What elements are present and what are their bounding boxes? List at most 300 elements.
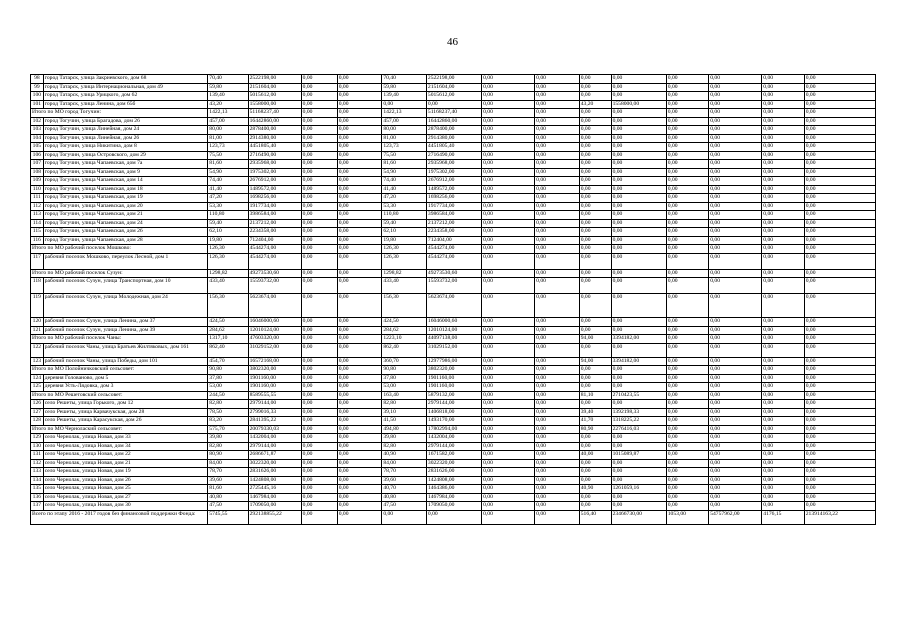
row-number: 111: [31, 194, 44, 203]
value-cell: 0,00: [482, 269, 535, 278]
value-cell: 1406818,00: [426, 408, 481, 417]
value-cell: 1975302,00: [426, 168, 481, 177]
value-cell: 0,00: [762, 442, 804, 451]
value-cell: 54,90: [208, 168, 248, 177]
row-number: 134: [31, 476, 44, 485]
value-cell: 39,60: [208, 476, 248, 485]
value-cell: 4451805,40: [426, 143, 481, 152]
value-cell: 74,40: [208, 177, 248, 186]
value-cell: 0,00: [579, 168, 611, 177]
value-cell: 1493170,00: [426, 417, 481, 426]
value-cell: 0,00: [804, 228, 875, 237]
value-cell: 0,00: [611, 278, 666, 294]
table-row: [31, 451, 876, 460]
value-cell: 2716490,00: [426, 151, 481, 160]
value-cell: 0,00: [709, 278, 762, 294]
value-cell: 0,00: [482, 366, 535, 375]
value-cell: 0,00: [709, 109, 762, 118]
value-cell: 0,00: [337, 343, 382, 357]
value-cell: 0,00: [301, 211, 337, 220]
value-cell: 0,00: [762, 408, 804, 417]
value-cell: 0,00: [709, 335, 762, 344]
value-cell: 0,00: [762, 294, 804, 318]
value-cell: 0,00: [804, 236, 875, 245]
value-cell: 0,00: [482, 357, 535, 366]
value-cell: 0,00: [709, 502, 762, 511]
value-cell: 1223,10: [382, 335, 427, 344]
table-row: [31, 459, 876, 468]
table-row: [31, 211, 876, 220]
value-cell: 0,00: [666, 278, 708, 294]
table-row: [31, 83, 876, 92]
value-cell: 37,80: [208, 374, 248, 383]
value-cell: 163,40: [382, 391, 427, 400]
value-cell: 0,00: [579, 493, 611, 502]
address-cell: город Тогучин, улица Чапаевская, дом 7а: [43, 160, 208, 169]
value-cell: 90,80: [208, 366, 248, 375]
value-cell: 0,00: [762, 357, 804, 366]
value-cell: 0,00: [535, 326, 580, 335]
value-cell: 2234358,00: [248, 228, 301, 237]
address-cell: город Тогучин, улица Чапаевская, дом 14: [43, 177, 208, 186]
value-cell: 3986584,00: [248, 211, 301, 220]
value-cell: 0,00: [301, 194, 337, 203]
value-cell: 0,00: [804, 92, 875, 101]
row-number: 118: [31, 278, 44, 294]
value-cell: 0,00: [762, 451, 804, 460]
value-cell: 0,00: [337, 468, 382, 477]
row-number: 99: [31, 83, 44, 92]
value-cell: 0,00: [337, 245, 382, 254]
address-cell: село Чернолак, улица Новая, дом 34: [43, 442, 208, 451]
value-cell: 17802994,00: [426, 425, 481, 434]
value-cell: 244,50: [208, 391, 248, 400]
value-cell: 0,00: [762, 417, 804, 426]
value-cell: 0,00: [762, 383, 804, 392]
value-cell: 0,00: [301, 100, 337, 109]
address-cell: город Тогучин, улица Чапаевская, дом 20: [43, 202, 208, 211]
value-cell: 0,00: [762, 318, 804, 327]
value-cell: 0,00: [666, 400, 708, 409]
value-cell: 0,00: [762, 219, 804, 228]
value-cell: 0,00: [301, 269, 337, 278]
value-cell: 0,00: [709, 391, 762, 400]
table-row: [31, 143, 876, 152]
value-cell: 0,00: [337, 185, 382, 194]
value-cell: 0,00: [762, 185, 804, 194]
value-cell: 0,00: [611, 143, 666, 152]
value-cell: 0,00: [482, 459, 535, 468]
value-cell: 2522198,00: [248, 75, 301, 84]
value-cell: 4544274,00: [426, 245, 481, 254]
row-number: 109: [31, 177, 44, 186]
value-cell: 139,40: [382, 92, 427, 101]
value-cell: 0,00: [804, 434, 875, 443]
row-number: 125: [31, 383, 44, 392]
table-row: [31, 434, 876, 443]
value-cell: 84,00: [382, 459, 427, 468]
address-cell: город Тогучин, улица Линейная, дом 24: [43, 126, 208, 135]
value-cell: 0,00: [666, 434, 708, 443]
value-cell: 0,00: [611, 245, 666, 254]
value-cell: 0,00: [762, 109, 804, 118]
value-cell: 0,00: [337, 160, 382, 169]
subtotal-row: [31, 366, 876, 375]
value-cell: 0,00: [804, 194, 875, 203]
value-cell: 0,00: [666, 502, 708, 511]
value-cell: 0,00: [482, 245, 535, 254]
row-number: 126: [31, 400, 44, 409]
value-cell: 0,00: [666, 75, 708, 84]
value-cell: 2914380,00: [426, 134, 481, 143]
value-cell: 0,00: [709, 383, 762, 392]
value-cell: 1901160,00: [248, 383, 301, 392]
value-cell: 0,00: [611, 134, 666, 143]
value-cell: 0,00: [301, 294, 337, 318]
value-cell: 0,00: [579, 109, 611, 118]
value-cell: 0,00: [301, 408, 337, 417]
value-cell: 40,80: [208, 493, 248, 502]
value-cell: 0,00: [709, 245, 762, 254]
value-cell: 2151604,00: [248, 83, 301, 92]
value-cell: 0,00: [535, 318, 580, 327]
row-number: 112: [31, 202, 44, 211]
value-cell: 0,00: [535, 502, 580, 511]
value-cell: 0,00: [535, 408, 580, 417]
value-cell: 0,00: [709, 185, 762, 194]
value-cell: 0,00: [611, 219, 666, 228]
value-cell: 39,10: [382, 408, 427, 417]
value-cell: 0,00: [611, 109, 666, 118]
value-cell: 0,00: [535, 185, 580, 194]
value-cell: 0,00: [666, 269, 708, 278]
address-cell: село Решеты, улица Горького, дом 12: [43, 400, 208, 409]
value-cell: 0,00: [535, 476, 580, 485]
value-cell: 0,00: [804, 245, 875, 254]
value-cell: 0,00: [301, 168, 337, 177]
value-cell: 47,20: [208, 194, 248, 203]
address-cell: рабочий поселок Сузун, улица Молодежная, дом 24: [43, 294, 208, 318]
value-cell: 0,00: [535, 485, 580, 494]
value-cell: 0,00: [535, 278, 580, 294]
row-number: 100: [31, 92, 44, 101]
value-cell: 41,40: [382, 185, 427, 194]
value-cell: 0,00: [301, 425, 337, 434]
value-cell: 126,30: [382, 245, 427, 254]
value-cell: 126,30: [208, 245, 248, 254]
value-cell: 0,00: [337, 75, 382, 84]
value-cell: 16046000,60: [248, 318, 301, 327]
value-cell: 39,80: [208, 434, 248, 443]
value-cell: 0,00: [804, 202, 875, 211]
value-cell: 59,40: [382, 219, 427, 228]
table-row: [31, 253, 876, 269]
table-row: [31, 117, 876, 126]
value-cell: 0,00: [804, 335, 875, 344]
value-cell: 81,60: [382, 160, 427, 169]
value-cell: 0,00: [337, 151, 382, 160]
value-cell: 0,00: [535, 391, 580, 400]
address-cell: село Чернолак, улица Новая, дом 21: [43, 459, 208, 468]
value-cell: 0,00: [709, 294, 762, 318]
value-cell: 0,00: [666, 168, 708, 177]
value-cell: 0,00: [579, 468, 611, 477]
value-cell: 0,00: [666, 294, 708, 318]
value-cell: 0,00: [709, 451, 762, 460]
value-cell: 1464386,00: [426, 485, 481, 494]
address-cell: село Чернолак, улица Новая, дом 30: [43, 502, 208, 511]
address-cell: город Тогучин, улица Линейная, дом 26: [43, 134, 208, 143]
value-cell: 0,00: [337, 459, 382, 468]
table-row: [31, 278, 876, 294]
value-cell: 0,00: [762, 168, 804, 177]
value-cell: 0,00: [535, 100, 580, 109]
value-cell: 0,00: [762, 468, 804, 477]
value-cell: 0,00: [337, 417, 382, 426]
value-cell: 4544274,00: [248, 253, 301, 269]
value-cell: 78,50: [208, 408, 248, 417]
value-cell: 0,00: [337, 236, 382, 245]
value-cell: 0,00: [666, 228, 708, 237]
value-cell: 213914163,22: [804, 510, 875, 524]
value-cell: 0,00: [482, 383, 535, 392]
value-cell: 20079330,03: [248, 425, 301, 434]
value-cell: 1709050,00: [248, 502, 301, 511]
subtotal-row: [31, 245, 876, 254]
address-cell: рабочий поселок Чаны, улица Победы, дом 101: [43, 357, 208, 366]
value-cell: 2151604,00: [426, 83, 481, 92]
value-cell: 0,00: [666, 151, 708, 160]
table-row: [31, 357, 876, 366]
value-cell: 0,00: [579, 459, 611, 468]
value-cell: 41,40: [208, 185, 248, 194]
value-cell: 0,00: [804, 100, 875, 109]
value-cell: 0,00: [535, 194, 580, 203]
value-cell: 0,00: [762, 177, 804, 186]
value-cell: 16046000,60: [426, 318, 481, 327]
value-cell: 0,00: [482, 294, 535, 318]
value-cell: 0,00: [762, 326, 804, 335]
table-row: [31, 92, 876, 101]
value-cell: 0,00: [611, 75, 666, 84]
value-cell: 41,50: [382, 417, 427, 426]
value-cell: 51168237,40: [248, 109, 301, 118]
value-cell: 0,00: [535, 294, 580, 318]
value-cell: 0,00: [535, 245, 580, 254]
row-number: 98: [31, 75, 44, 84]
value-cell: 70,40: [208, 75, 248, 84]
value-cell: 0,00: [579, 143, 611, 152]
value-cell: 0,00: [535, 366, 580, 375]
value-cell: 0,00: [666, 194, 708, 203]
value-cell: 4451805,40: [248, 143, 301, 152]
value-cell: 0,00: [762, 236, 804, 245]
value-cell: 360,70: [382, 357, 427, 366]
value-cell: 0,00: [666, 177, 708, 186]
table-row: [31, 134, 876, 143]
value-cell: 4176,15: [762, 510, 804, 524]
value-cell: 3394182,00: [611, 357, 666, 366]
value-cell: 0,00: [535, 168, 580, 177]
value-cell: 0,00: [337, 83, 382, 92]
value-cell: 0,00: [337, 194, 382, 203]
value-cell: 0,00: [301, 374, 337, 383]
value-cell: 0,00: [535, 83, 580, 92]
value-cell: 0,00: [762, 143, 804, 152]
value-cell: 0,00: [301, 459, 337, 468]
value-cell: 0,00: [762, 160, 804, 169]
value-cell: 0,00: [804, 294, 875, 318]
value-cell: 123,73: [382, 143, 427, 152]
value-cell: 0,00: [535, 151, 580, 160]
value-cell: 110,80: [208, 211, 248, 220]
address-cell: село Чернолак, улица Новая, дом 25: [43, 485, 208, 494]
value-cell: 1261059,16: [611, 485, 666, 494]
value-cell: 0,00: [482, 434, 535, 443]
value-cell: 0,00: [482, 160, 535, 169]
value-cell: 0,00: [804, 109, 875, 118]
subtotal-row: [31, 269, 876, 278]
value-cell: 0,00: [762, 485, 804, 494]
value-cell: 0,00: [579, 194, 611, 203]
value-cell: 0,00: [762, 134, 804, 143]
value-cell: 0,00: [611, 151, 666, 160]
value-cell: 94,00: [579, 335, 611, 344]
address-cell: село Чернолак, улица Новая, дом 26: [43, 476, 208, 485]
value-cell: 0,00: [301, 92, 337, 101]
value-cell: 0,00: [804, 151, 875, 160]
value-cell: 0,00: [301, 202, 337, 211]
table-row: [31, 442, 876, 451]
value-cell: 81,60: [208, 160, 248, 169]
value-cell: 3022320,00: [426, 459, 481, 468]
value-cell: 2979144,00: [248, 442, 301, 451]
value-cell: 59,80: [382, 83, 427, 92]
value-cell: 0,00: [611, 493, 666, 502]
subtotal-row: [31, 510, 876, 524]
value-cell: 1298,82: [382, 269, 427, 278]
value-cell: 1432004,00: [426, 434, 481, 443]
value-cell: 0,00: [611, 326, 666, 335]
value-cell: 0,00: [611, 168, 666, 177]
value-cell: 1318225,22: [611, 417, 666, 426]
address-cell: город Тогучин, улица Чапаевская, дом 24: [43, 219, 208, 228]
value-cell: 0,00: [579, 245, 611, 254]
value-cell: 0,00: [482, 100, 535, 109]
table-row: [31, 408, 876, 417]
value-cell: 0,00: [482, 408, 535, 417]
value-cell: 0,00: [301, 143, 337, 152]
value-cell: 0,00: [709, 468, 762, 477]
value-cell: 1901160,00: [248, 374, 301, 383]
row-number: 114: [31, 219, 44, 228]
value-cell: 0,00: [611, 126, 666, 135]
value-cell: 0,00: [535, 434, 580, 443]
value-cell: 0,00: [709, 442, 762, 451]
table-row: [31, 383, 876, 392]
value-cell: 0,00: [709, 493, 762, 502]
value-cell: 0,00: [611, 83, 666, 92]
value-cell: 0,00: [666, 468, 708, 477]
value-cell: 126,30: [382, 253, 427, 269]
value-cell: 0,00: [301, 177, 337, 186]
value-cell: 0,00: [535, 269, 580, 278]
value-cell: 0,00: [579, 151, 611, 160]
value-cell: 0,00: [301, 278, 337, 294]
value-cell: 0,00: [666, 126, 708, 135]
address-cell: село Чернолак, улица Новая, дом 27: [43, 493, 208, 502]
value-cell: 0,00: [337, 202, 382, 211]
table-row: [31, 468, 876, 477]
value-cell: 0,00: [762, 253, 804, 269]
value-cell: 0,00: [535, 335, 580, 344]
row-number: 136: [31, 493, 44, 502]
value-cell: 0,00: [301, 451, 337, 460]
value-cell: 0,00: [337, 134, 382, 143]
value-cell: 0,00: [535, 383, 580, 392]
value-cell: 2831626,00: [426, 468, 481, 477]
address-cell: город Тогучин, улица Чапаевская, дом 18: [43, 185, 208, 194]
value-cell: 0,00: [482, 202, 535, 211]
address-cell: город Тогучин, улица Чапаевская, дом 19: [43, 194, 208, 203]
value-cell: 0,00: [535, 177, 580, 186]
value-cell: 1917734,00: [426, 202, 481, 211]
value-cell: 0,00: [709, 168, 762, 177]
value-cell: 0,00: [666, 366, 708, 375]
value-cell: 0,00: [709, 202, 762, 211]
address-cell: город Тогучин, улица Чапаевская, дом 9: [43, 168, 208, 177]
value-cell: 2716490,00: [248, 151, 301, 160]
value-cell: 2276416,03: [611, 425, 666, 434]
table-row: [31, 219, 876, 228]
value-cell: 0,00: [482, 236, 535, 245]
value-cell: 0,00: [666, 485, 708, 494]
value-cell: 5015612,00: [248, 92, 301, 101]
value-cell: 0,00: [337, 177, 382, 186]
value-cell: 0,00: [482, 510, 535, 524]
value-cell: 0,00: [666, 459, 708, 468]
row-number: 105: [31, 143, 44, 152]
value-cell: 47,50: [382, 502, 427, 511]
value-cell: 78,70: [208, 468, 248, 477]
value-cell: 0,00: [709, 75, 762, 84]
value-cell: 40,90: [579, 485, 611, 494]
value-cell: 0,00: [804, 451, 875, 460]
subtotal-row: [31, 109, 876, 118]
table-row: [31, 343, 876, 357]
value-cell: 0,00: [804, 442, 875, 451]
value-cell: 1901160,00: [426, 374, 481, 383]
value-cell: 454,70: [208, 357, 248, 366]
value-cell: 2831626,00: [248, 468, 301, 477]
value-cell: 5015612,00: [426, 92, 481, 101]
value-cell: 82,80: [382, 442, 427, 451]
value-cell: 457,00: [382, 117, 427, 126]
value-cell: 0,00: [762, 459, 804, 468]
value-cell: 0,00: [666, 425, 708, 434]
value-cell: 0,00: [337, 143, 382, 152]
value-cell: 2137212,00: [248, 219, 301, 228]
value-cell: 284,62: [208, 326, 248, 335]
address-cell: город Тогучин, улица Чапаевская, дом 28: [43, 236, 208, 245]
value-cell: 1015089,87: [611, 451, 666, 460]
value-cell: 0,00: [709, 236, 762, 245]
table-row: [31, 228, 876, 237]
value-cell: 0,00: [579, 269, 611, 278]
value-cell: 82,80: [208, 400, 248, 409]
value-cell: 0,00: [709, 228, 762, 237]
value-cell: 0,00: [535, 459, 580, 468]
